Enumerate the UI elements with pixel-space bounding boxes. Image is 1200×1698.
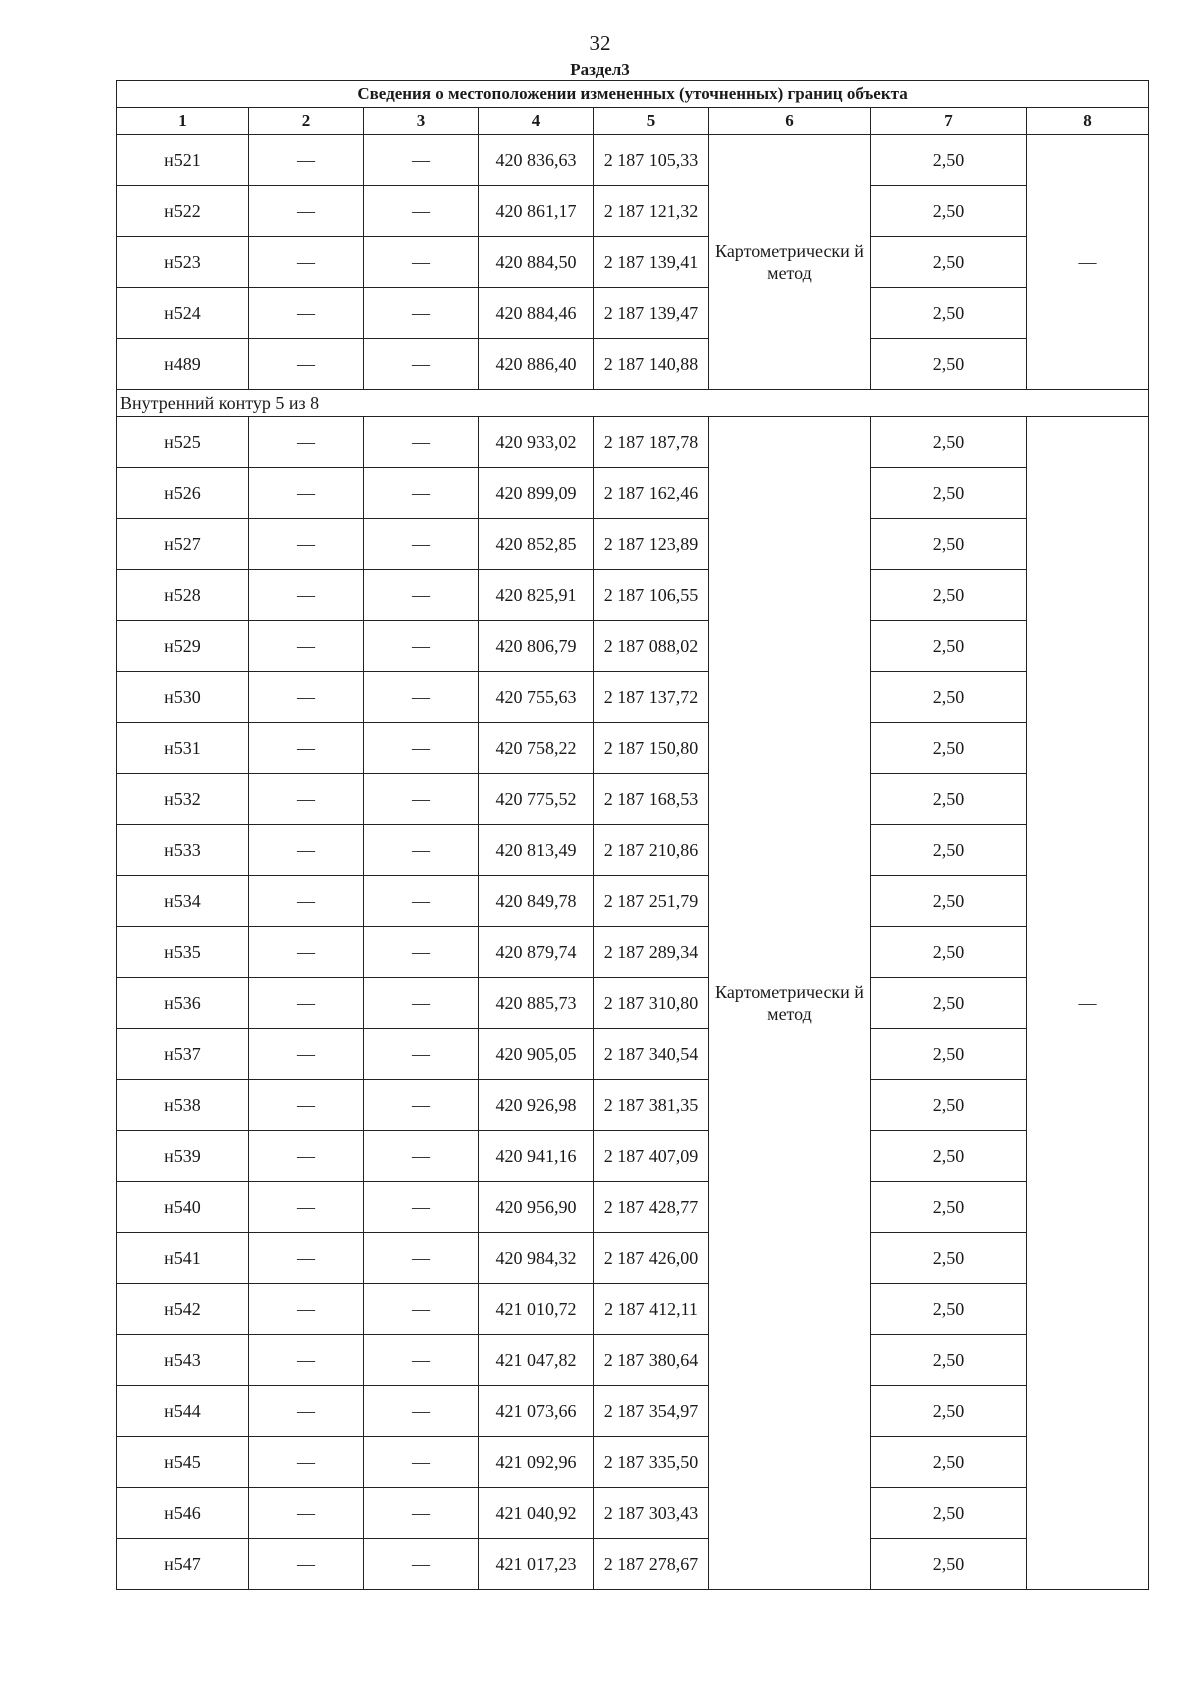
table-row (117, 927, 1149, 978)
column-2-cell: — (249, 723, 364, 774)
y-coordinate-cell: 2 187 289,34 (594, 927, 709, 978)
column-2-cell: — (249, 186, 364, 237)
column-3-cell: — (364, 876, 479, 927)
section-title: Раздел3 (570, 60, 630, 79)
column-3-cell: — (364, 927, 479, 978)
table-row (117, 1437, 1149, 1488)
y-coordinate-cell: 2 187 251,79 (594, 876, 709, 927)
accuracy-cell: 2,50 (871, 1029, 1027, 1080)
accuracy-cell: 2,50 (871, 288, 1027, 339)
point-name-cell: н540 (117, 1182, 249, 1233)
column-2-cell: — (249, 1539, 364, 1590)
accuracy-cell: 2,50 (871, 186, 1027, 237)
y-coordinate-cell: 2 187 105,33 (594, 135, 709, 186)
table-row (117, 1080, 1149, 1131)
accuracy-cell: 2,50 (871, 417, 1027, 468)
x-coordinate-cell: 421 010,72 (479, 1284, 594, 1335)
x-coordinate-cell: 420 884,46 (479, 288, 594, 339)
point-name-cell: н545 (117, 1437, 249, 1488)
x-coordinate-cell: 420 886,40 (479, 339, 594, 390)
y-coordinate-cell: 2 187 340,54 (594, 1029, 709, 1080)
column-2-cell: — (249, 978, 364, 1029)
table-row (117, 1182, 1149, 1233)
table-caption: Сведения о местоположении измененных (уточненных) границ объекта (117, 81, 1149, 108)
accuracy-cell: 2,50 (871, 1080, 1027, 1131)
accuracy-cell: 2,50 (871, 1386, 1027, 1437)
column-number: 4 (479, 108, 594, 135)
accuracy-cell: 2,50 (871, 339, 1027, 390)
column-3-cell: — (364, 1182, 479, 1233)
column-3-cell: — (364, 339, 479, 390)
column-2-cell: — (249, 1386, 364, 1437)
point-name-cell: н489 (117, 339, 249, 390)
column-2-cell: — (249, 927, 364, 978)
y-coordinate-cell: 2 187 162,46 (594, 468, 709, 519)
column-2-cell: — (249, 774, 364, 825)
y-coordinate-cell: 2 187 106,55 (594, 570, 709, 621)
column-2-cell: — (249, 570, 364, 621)
y-coordinate-cell: 2 187 137,72 (594, 672, 709, 723)
x-coordinate-cell: 420 956,90 (479, 1182, 594, 1233)
point-name-cell: н531 (117, 723, 249, 774)
y-coordinate-cell: 2 187 407,09 (594, 1131, 709, 1182)
point-name-cell: н522 (117, 186, 249, 237)
table-row (117, 1284, 1149, 1335)
x-coordinate-cell: 420 926,98 (479, 1080, 594, 1131)
column-2-cell: — (249, 1488, 364, 1539)
y-coordinate-cell: 2 187 380,64 (594, 1335, 709, 1386)
column-number: 2 (249, 108, 364, 135)
x-coordinate-cell: 420 836,63 (479, 135, 594, 186)
point-name-cell: н525 (117, 417, 249, 468)
y-coordinate-cell: 2 187 168,53 (594, 774, 709, 825)
x-coordinate-cell: 420 813,49 (479, 825, 594, 876)
contour-label: Внутренний контур 5 из 8 (117, 390, 1149, 417)
x-coordinate-cell: 420 861,17 (479, 186, 594, 237)
accuracy-cell: 2,50 (871, 876, 1027, 927)
point-name-cell: н534 (117, 876, 249, 927)
column-3-cell: — (364, 672, 479, 723)
accuracy-cell: 2,50 (871, 978, 1027, 1029)
column-3-cell: — (364, 825, 479, 876)
accuracy-cell: 2,50 (871, 1539, 1027, 1590)
x-coordinate-cell: 420 905,05 (479, 1029, 594, 1080)
method-cell: Картометрически й метод (709, 135, 871, 390)
x-coordinate-cell: 420 933,02 (479, 417, 594, 468)
column-3-cell: — (364, 135, 479, 186)
accuracy-cell: 2,50 (871, 1182, 1027, 1233)
accuracy-cell: 2,50 (871, 825, 1027, 876)
x-coordinate-cell: 420 758,22 (479, 723, 594, 774)
column-2-cell: — (249, 288, 364, 339)
table-row (117, 570, 1149, 621)
point-name-cell: н521 (117, 135, 249, 186)
x-coordinate-cell: 420 879,74 (479, 927, 594, 978)
method-cell: Картометрически й метод (709, 417, 871, 1590)
boundary-coordinates-table (116, 80, 1149, 1590)
point-name-cell: н544 (117, 1386, 249, 1437)
column-3-cell: — (364, 1539, 479, 1590)
y-coordinate-cell: 2 187 088,02 (594, 621, 709, 672)
x-coordinate-cell: 420 755,63 (479, 672, 594, 723)
x-coordinate-cell: 420 885,73 (479, 978, 594, 1029)
y-coordinate-cell: 2 187 426,00 (594, 1233, 709, 1284)
x-coordinate-cell: 420 825,91 (479, 570, 594, 621)
table-row (117, 825, 1149, 876)
accuracy-cell: 2,50 (871, 621, 1027, 672)
table-row (117, 468, 1149, 519)
point-name-cell: н530 (117, 672, 249, 723)
x-coordinate-cell: 420 899,09 (479, 468, 594, 519)
column-3-cell: — (364, 978, 479, 1029)
column-3-cell: — (364, 1284, 479, 1335)
table-row (117, 672, 1149, 723)
table-row (117, 774, 1149, 825)
y-coordinate-cell: 2 187 139,47 (594, 288, 709, 339)
table-row (117, 876, 1149, 927)
point-name-cell: н536 (117, 978, 249, 1029)
y-coordinate-cell: 2 187 121,32 (594, 186, 709, 237)
accuracy-cell: 2,50 (871, 468, 1027, 519)
x-coordinate-cell: 420 849,78 (479, 876, 594, 927)
column-2-cell: — (249, 1233, 364, 1284)
y-coordinate-cell: 2 187 428,77 (594, 1182, 709, 1233)
x-coordinate-cell: 420 806,79 (479, 621, 594, 672)
point-name-cell: н532 (117, 774, 249, 825)
table-body (117, 81, 1149, 1590)
column-2-cell: — (249, 1182, 364, 1233)
column-number: 8 (1027, 108, 1149, 135)
accuracy-cell: 2,50 (871, 723, 1027, 774)
table-row (117, 417, 1149, 468)
column-3-cell: — (364, 723, 479, 774)
y-coordinate-cell: 2 187 381,35 (594, 1080, 709, 1131)
accuracy-cell: 2,50 (871, 672, 1027, 723)
accuracy-cell: 2,50 (871, 570, 1027, 621)
y-coordinate-cell: 2 187 123,89 (594, 519, 709, 570)
y-coordinate-cell: 2 187 303,43 (594, 1488, 709, 1539)
y-coordinate-cell: 2 187 412,11 (594, 1284, 709, 1335)
column-3-cell: — (364, 1233, 479, 1284)
point-name-cell: н537 (117, 1029, 249, 1080)
column-number: 7 (871, 108, 1027, 135)
table-row (117, 1131, 1149, 1182)
table-row (117, 1488, 1149, 1539)
column-2-cell: — (249, 1335, 364, 1386)
column-3-cell: — (364, 468, 479, 519)
x-coordinate-cell: 421 047,82 (479, 1335, 594, 1386)
column-8-cell: — (1027, 135, 1149, 390)
point-name-cell: н546 (117, 1488, 249, 1539)
column-3-cell: — (364, 417, 479, 468)
column-2-cell: — (249, 519, 364, 570)
accuracy-cell: 2,50 (871, 1284, 1027, 1335)
y-coordinate-cell: 2 187 210,86 (594, 825, 709, 876)
column-2-cell: — (249, 135, 364, 186)
column-3-cell: — (364, 1437, 479, 1488)
x-coordinate-cell: 421 092,96 (479, 1437, 594, 1488)
table-row (117, 1233, 1149, 1284)
column-2-cell: — (249, 825, 364, 876)
column-2-cell: — (249, 1437, 364, 1488)
y-coordinate-cell: 2 187 310,80 (594, 978, 709, 1029)
column-2-cell: — (249, 672, 364, 723)
point-name-cell: н538 (117, 1080, 249, 1131)
table-row (117, 1539, 1149, 1590)
table-row (117, 1335, 1149, 1386)
table-row (117, 237, 1149, 288)
point-name-cell: н527 (117, 519, 249, 570)
column-2-cell: — (249, 1131, 364, 1182)
column-number-row (117, 108, 1149, 135)
accuracy-cell: 2,50 (871, 135, 1027, 186)
column-3-cell: — (364, 570, 479, 621)
page-number: 32 (589, 31, 611, 55)
accuracy-cell: 2,50 (871, 1437, 1027, 1488)
column-2-cell: — (249, 1029, 364, 1080)
column-number: 3 (364, 108, 479, 135)
column-3-cell: — (364, 1080, 479, 1131)
table-row (117, 621, 1149, 672)
column-3-cell: — (364, 1335, 479, 1386)
table-row (117, 1386, 1149, 1437)
column-3-cell: — (364, 186, 479, 237)
column-number: 5 (594, 108, 709, 135)
y-coordinate-cell: 2 187 278,67 (594, 1539, 709, 1590)
point-name-cell: н542 (117, 1284, 249, 1335)
column-3-cell: — (364, 1131, 479, 1182)
column-2-cell: — (249, 237, 364, 288)
point-name-cell: н528 (117, 570, 249, 621)
x-coordinate-cell: 420 941,16 (479, 1131, 594, 1182)
table-row (117, 723, 1149, 774)
y-coordinate-cell: 2 187 354,97 (594, 1386, 709, 1437)
x-coordinate-cell: 421 017,23 (479, 1539, 594, 1590)
y-coordinate-cell: 2 187 140,88 (594, 339, 709, 390)
column-number: 6 (709, 108, 871, 135)
table-row (117, 978, 1149, 1029)
point-name-cell: н524 (117, 288, 249, 339)
column-3-cell: — (364, 1386, 479, 1437)
y-coordinate-cell: 2 187 335,50 (594, 1437, 709, 1488)
column-number: 1 (117, 108, 249, 135)
point-name-cell: н529 (117, 621, 249, 672)
column-2-cell: — (249, 1284, 364, 1335)
column-2-cell: — (249, 1080, 364, 1131)
y-coordinate-cell: 2 187 139,41 (594, 237, 709, 288)
accuracy-cell: 2,50 (871, 927, 1027, 978)
x-coordinate-cell: 420 984,32 (479, 1233, 594, 1284)
accuracy-cell: 2,50 (871, 774, 1027, 825)
point-name-cell: н543 (117, 1335, 249, 1386)
column-3-cell: — (364, 1488, 479, 1539)
accuracy-cell: 2,50 (871, 1335, 1027, 1386)
table-row (117, 135, 1149, 186)
accuracy-cell: 2,50 (871, 519, 1027, 570)
column-3-cell: — (364, 621, 479, 672)
column-3-cell: — (364, 288, 479, 339)
table-row (117, 288, 1149, 339)
column-2-cell: — (249, 621, 364, 672)
y-coordinate-cell: 2 187 187,78 (594, 417, 709, 468)
contour-header-row (117, 390, 1149, 417)
point-name-cell: н523 (117, 237, 249, 288)
table-row (117, 1029, 1149, 1080)
x-coordinate-cell: 420 775,52 (479, 774, 594, 825)
column-2-cell: — (249, 876, 364, 927)
x-coordinate-cell: 420 884,50 (479, 237, 594, 288)
point-name-cell: н533 (117, 825, 249, 876)
table-caption-row (117, 81, 1149, 108)
column-2-cell: — (249, 417, 364, 468)
point-name-cell: н547 (117, 1539, 249, 1590)
point-name-cell: н535 (117, 927, 249, 978)
table-row (117, 519, 1149, 570)
column-8-cell: — (1027, 417, 1149, 1590)
accuracy-cell: 2,50 (871, 237, 1027, 288)
point-name-cell: н526 (117, 468, 249, 519)
accuracy-cell: 2,50 (871, 1233, 1027, 1284)
accuracy-cell: 2,50 (871, 1488, 1027, 1539)
y-coordinate-cell: 2 187 150,80 (594, 723, 709, 774)
column-3-cell: — (364, 774, 479, 825)
table-row (117, 339, 1149, 390)
point-name-cell: н539 (117, 1131, 249, 1182)
column-3-cell: — (364, 1029, 479, 1080)
accuracy-cell: 2,50 (871, 1131, 1027, 1182)
table-row (117, 186, 1149, 237)
x-coordinate-cell: 421 040,92 (479, 1488, 594, 1539)
point-name-cell: н541 (117, 1233, 249, 1284)
x-coordinate-cell: 421 073,66 (479, 1386, 594, 1437)
x-coordinate-cell: 420 852,85 (479, 519, 594, 570)
column-3-cell: — (364, 237, 479, 288)
column-2-cell: — (249, 468, 364, 519)
column-3-cell: — (364, 519, 479, 570)
column-2-cell: — (249, 339, 364, 390)
